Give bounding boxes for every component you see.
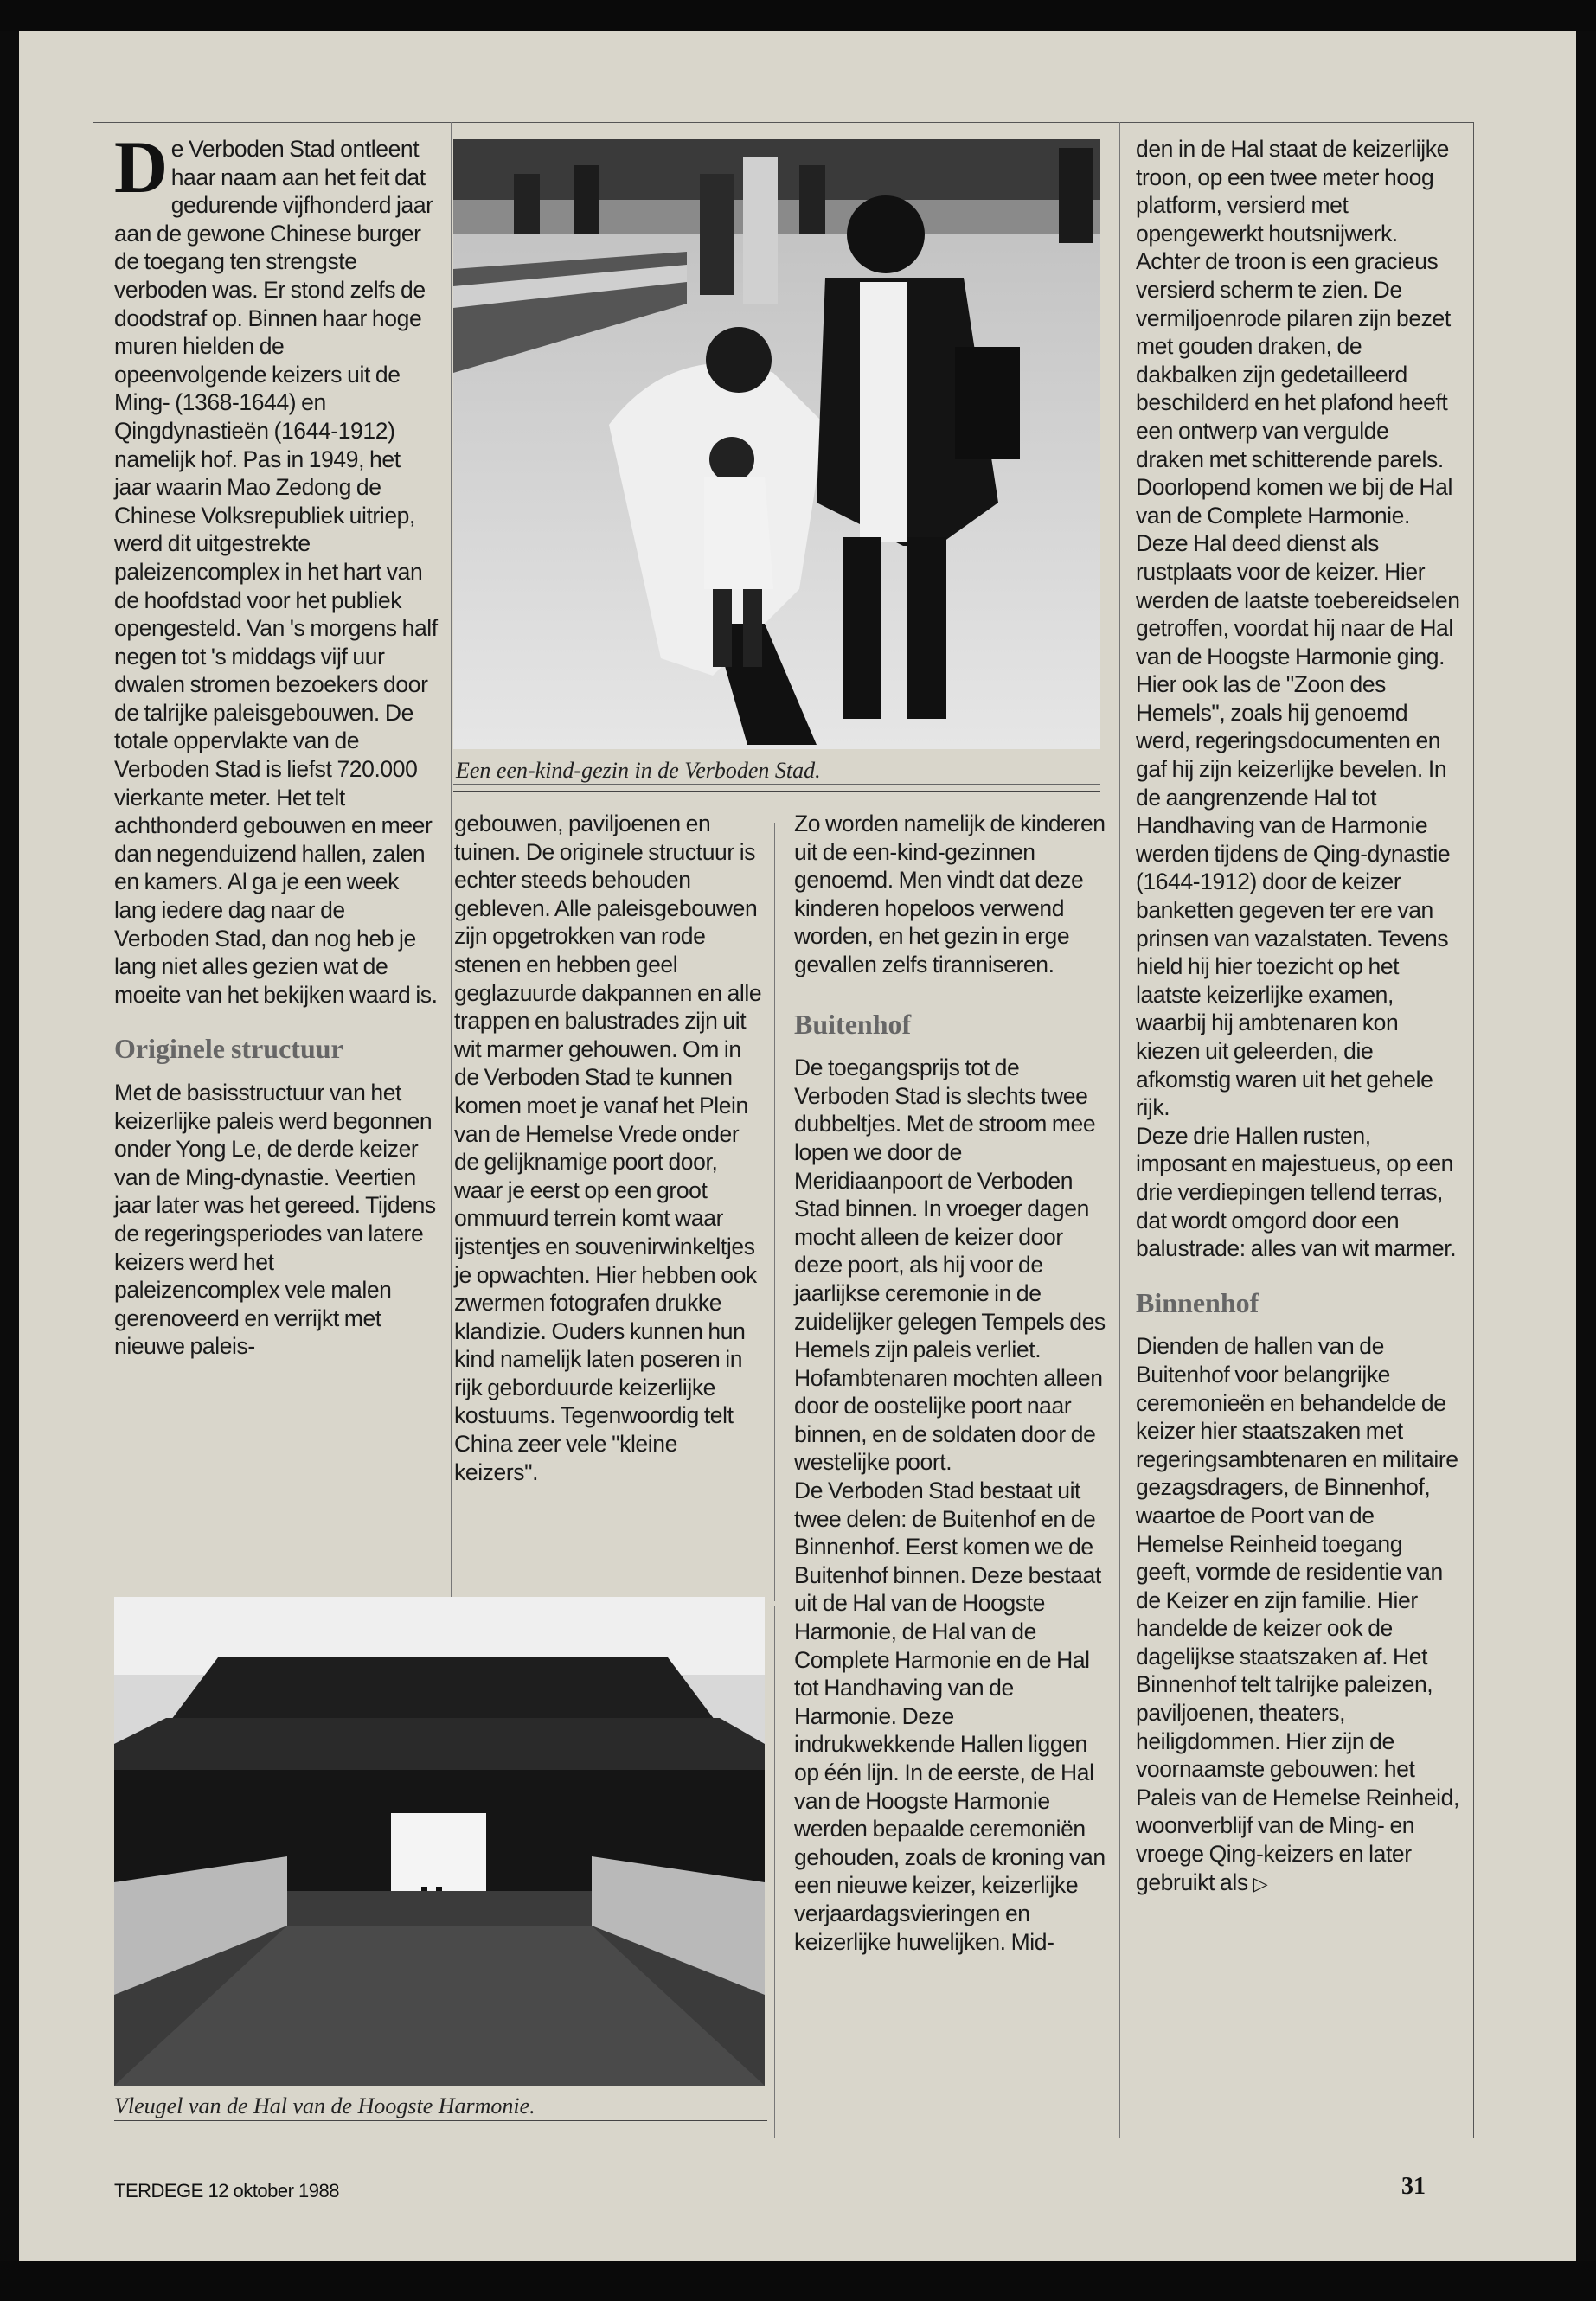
scan-top-border: [0, 0, 1596, 31]
intro-paragraph: e Verboden Stad ontleent haar naam aan het feit dat gedurende vijfhonderd jaar aan de gewone Chinese burger de toegang ten strengste verboden was. Er stond zelfs de doodstraf op. Binnen haar hoge muren hielden de opeenvolgende keizers uit de Ming- (1368-1644) en Qingdynastieën (1644-1912) namelijk hof. Pas in 1949, het jaar waarin Mao Zedong de Chinese Volksrepubliek uitriep, werd dit uitgestrekte paleizencomplex in het hart van de hoofdstad voor het publiek opengesteld. Van 's morgens half negen tot 's middags vijf uur dwalen stromen bezoekers door de talrijke paleisgebouwen. De totale oppervlakte van de Verboden Stad is liefst 720.000 vierkante meter. Het telt achthonderd gebouwen en meer dan negenduizend hallen, zalen en kamers. Al ga je een week lang iedere dag naar de Verboden Stad, dan nog heb je lang niet alles gezien wat de moeite van het bekijken waard is.: [114, 136, 438, 1008]
column-1: [114, 125, 439, 1361]
publication-footer: TERDEGE 12 oktober 1988: [114, 2180, 339, 2202]
column-3: [794, 810, 1107, 1956]
photo-caption-hall: Vleugel van de Hal van de Hoogste Harmonie.: [114, 2093, 535, 2118]
complete-harmonie-paragraph: Doorlopend komen we bij de Hal van de Complete Harmonie. Deze Hal deed dienst als rustplaats voor de keizer. Hier werden de laatste toebereidselen getroffen, voordat hij naar de Hal van de Hoogste Harmonie ging. Hier ook las de "Zoon des Hemels", zoals hij genoemd werd, regeringsdocumenten en gaf hij zijn keizerlijke bevelen. In de aangrenzende Hal tot Handhaving van de Harmonie werden tijdens de Qing-dynastie (1644-1912) door de keizer banketten gegeven ter ere van prinsen van vazalstaten. Tevens hield hij hier toezicht op het laatste keizerlijke examen, waarbij hij ambtenaren kon kiezen uit geleerden, die afkomstig waren uit het gehele rijk.: [1136, 474, 1460, 1121]
page-number: 31: [1401, 2173, 1426, 2200]
scan-bottom-border: [0, 2261, 1596, 2301]
twee-delen-paragraph: De Verboden Stad bestaat uit twee delen: de Buitenhof en de Binnenhof. Eerst komen we de Buitenhof binnen. Deze bestaat uit de Hal van de Hoogste Harmonie, de Hal van de Complete Harmonie en de Hal tot Handhaving van de Harmonie. Deze indrukwekkende Hallen liggen op één lijn. In de eerste, de Hal van de Hoogste Harmonie werden bepaalde ceremoniën gehouden, zoals de kroning van een nieuwe keizer, keizerlijke verjaardagsvieringen en keizerlijke huwelijken. Mid-: [794, 1477, 1106, 1955]
continue-arrow-icon: ▷: [1253, 1872, 1268, 1894]
column-rule-3: [1119, 122, 1120, 2138]
troon-paragraph: den in de Hal staat de keizerlijke troon, op een twee meter hoog platform, versierd met opengewerkt houtsnijwerk. Achter de troon is een gracieus versierd scherm te zien. De vermiljoenrode pilaren zijn bezet met gouden draken, de dakbalken zijn gedetailleerd beschilderd en het plafond heeft een ontwerp van vergulde draken met schitterende parels.: [1136, 136, 1451, 472]
photo-hall-of-supreme-harmony: [114, 1597, 765, 2086]
family-photo-image: [453, 139, 1100, 749]
subheading-buitenhof: Buitenhof: [794, 1008, 912, 1040]
column-4: [1136, 135, 1460, 1898]
binnenhof-paragraph: [1136, 1332, 1460, 1898]
column-rule-2: [774, 823, 775, 1601]
subheading-originele-structuur: Originele structuur: [114, 1033, 343, 1065]
caption-rule-2: [114, 2120, 767, 2121]
magazine-page: [19, 31, 1576, 2261]
toegangsprijs-paragraph: De toegangsprijs tot de Verboden Stad is slechts twee dubbeltjes. Met de stroom mee lopen we door de Meridiaanpoort de Verboden Stad binnen. In vroeger dagen mocht alleen de keizer door deze poort, als hij voor de jaarlijkse ceremonie in de zuidelijker gelegen Tempels des Hemels zijn paleis verliet. Hofambtenaren mochten alleen door de oostelijke poort naar binnen, en de soldaten door de westelijke poort.: [794, 1054, 1106, 1476]
caption-rule-1b: [453, 791, 1100, 792]
kleine-keizers-paragraph: Zo worden namelijk de kinderen uit de een-kind-gezinnen genoemd. Men vindt dat deze kinderen hopeloos verwend worden, en het gezin in erge gevallen zelfs tiranniseren.: [794, 811, 1106, 977]
structure-paragraph: Met de basisstructuur van het keizerlijke paleis werd begonnen onder Yong Le, de derde keizer van de Ming-dynastie. Veertien jaar later was het gereed. Tijdens de regeringsperiodes van latere keizers werd het paleizencomplex vele malen gerenoveerd en verrijkt met nieuwe paleis-: [114, 1080, 436, 1360]
column-2-paragraph: gebouwen, paviljoenen en tuinen. De originele structuur is echter steeds behouden gebleven. Alle paleisgebouwen zijn opgetrokken van rode stenen en hebben geel geglazuurde dakpannen en alle trappen en balustrades zijn uit wit marmer gehouwen. Om in de Verboden Stad te kunnen komen moet je vanaf het Plein van de Hemelse Vrede onder de gelijknamige poort door, waar je eerst op een groot ommuurd terrein komt waar ijstentjes en souvenirwinkeltjes je opwachten. Hier hebben ook zwermen fotografen drukke klandizie. Ouders kunnen hun kind namelijk laten poseren in rijk geborduurde keizerlijke kostuums. Tegenwoordig telt China zeer vele "kleine keizers".: [454, 811, 762, 1485]
binnenhof-text: Dienden de hallen van de Buitenhof voor belangrijke ceremonieën en behandelde de keizer hier staatszaken met regeringsambtenaren en militaire gezagsdragers, de Binnenhof, waartoe de Poort van de Hemelse Reinheid toegang geeft, vormde de residentie van de Keizer en zijn familie. Hier handelde de keizer ook de dagelijkse staatszaken af. Het Binnenhof telt talrijke paleizen, paviljoenen, theaters, heiligdommen. Hier zijn de voornaamste gebouwen: het Paleis van de Hemelse Reinheid, woonverblijf van de Ming- en vroege Qing-keizers en later gebruikt als: [1136, 1333, 1459, 1895]
subheading-binnenhof: Binnenhof: [1136, 1286, 1259, 1318]
caption-rule-1: [453, 784, 1100, 785]
column-2: [454, 810, 766, 1486]
column-rule-4: [774, 1606, 775, 2138]
photo-caption-family: Een een-kind-gezin in de Verboden Stad.: [456, 758, 821, 783]
drie-hallen-paragraph: Deze drie Hallen rusten, imposant en majestueus, op een drie verdiepingen tellend terras, dat wordt omgord door een balustrade: alles van wit marmer.: [1136, 1122, 1457, 1262]
photo-one-child-family: [453, 139, 1100, 749]
column-rule-1: [451, 122, 452, 1598]
hall-photo-image: [114, 1597, 765, 2086]
drop-cap: D: [114, 125, 168, 208]
